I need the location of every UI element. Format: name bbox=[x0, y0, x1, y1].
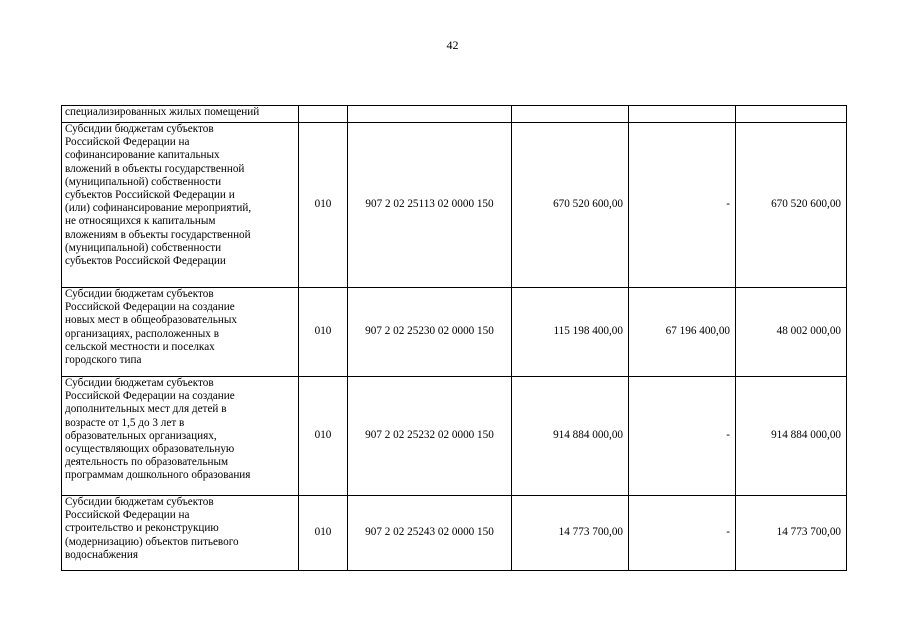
row-part-cell: - bbox=[629, 123, 736, 288]
row-total-cell: 14 773 700,00 bbox=[512, 496, 629, 571]
row-remainder-cell: 14 773 700,00 bbox=[736, 496, 847, 571]
row-kbk-cell: 907 2 02 25232 02 0000 150 bbox=[348, 377, 512, 496]
row-part-cell: - bbox=[629, 496, 736, 571]
row-name-cell: Субсидии бюджетам субъектов Российской Федерации на создание новых мест в общеобразовательных организациях, расположенных в сельской местности и поселках городского типа bbox=[62, 288, 299, 377]
table-row bbox=[62, 496, 847, 571]
row-remainder-cell: 670 520 600,00 bbox=[736, 123, 847, 288]
row-code-cell: 010 bbox=[299, 496, 348, 571]
row-total-cell: 914 884 000,00 bbox=[512, 377, 629, 496]
row-remainder-cell bbox=[736, 106, 847, 123]
table-row bbox=[62, 106, 847, 123]
row-remainder-cell: 48 002 000,00 bbox=[736, 288, 847, 377]
row-code-cell bbox=[299, 106, 348, 123]
table-row bbox=[62, 288, 847, 377]
budget-table bbox=[61, 105, 847, 571]
page-number: 42 bbox=[446, 38, 459, 52]
row-kbk-cell bbox=[348, 106, 512, 123]
row-name-cell: специализированных жилых помещений bbox=[62, 106, 299, 123]
row-part-cell bbox=[629, 106, 736, 123]
row-name-cell: Субсидии бюджетам субъектов Российской Федерации на софинансирование капитальных вложений в объекты государственной (муниципальной) собственности субъектов Российской Федерации и (или) софинансирование мероприятий, не относящихся к капитальным вложениям в объекты государственной (муниципальной) собственности субъектов Российской Федерации bbox=[62, 123, 299, 288]
table-row bbox=[62, 123, 847, 288]
row-total-cell: 670 520 600,00 bbox=[512, 123, 629, 288]
row-name-cell: Субсидии бюджетам субъектов Российской Федерации на строительство и реконструкцию (модернизацию) объектов питьевого водоснабжения bbox=[62, 496, 299, 571]
row-code-cell: 010 bbox=[299, 288, 348, 377]
row-part-cell: - bbox=[629, 377, 736, 496]
row-total-cell bbox=[512, 106, 629, 123]
row-kbk-cell: 907 2 02 25113 02 0000 150 bbox=[348, 123, 512, 288]
row-part-cell: 67 196 400,00 bbox=[629, 288, 736, 377]
row-kbk-cell: 907 2 02 25230 02 0000 150 bbox=[348, 288, 512, 377]
table-row bbox=[62, 377, 847, 496]
row-code-cell: 010 bbox=[299, 123, 348, 288]
row-total-cell: 115 198 400,00 bbox=[512, 288, 629, 377]
row-kbk-cell: 907 2 02 25243 02 0000 150 bbox=[348, 496, 512, 571]
row-remainder-cell: 914 884 000,00 bbox=[736, 377, 847, 496]
row-code-cell: 010 bbox=[299, 377, 348, 496]
row-name-cell: Субсидии бюджетам субъектов Российской Федерации на создание дополнительных мест для детей в возрасте от 1,5 до 3 лет в образовательных организациях, осуществляющих образовательную деятельность по образовательным программам дошкольного образования bbox=[62, 377, 299, 496]
